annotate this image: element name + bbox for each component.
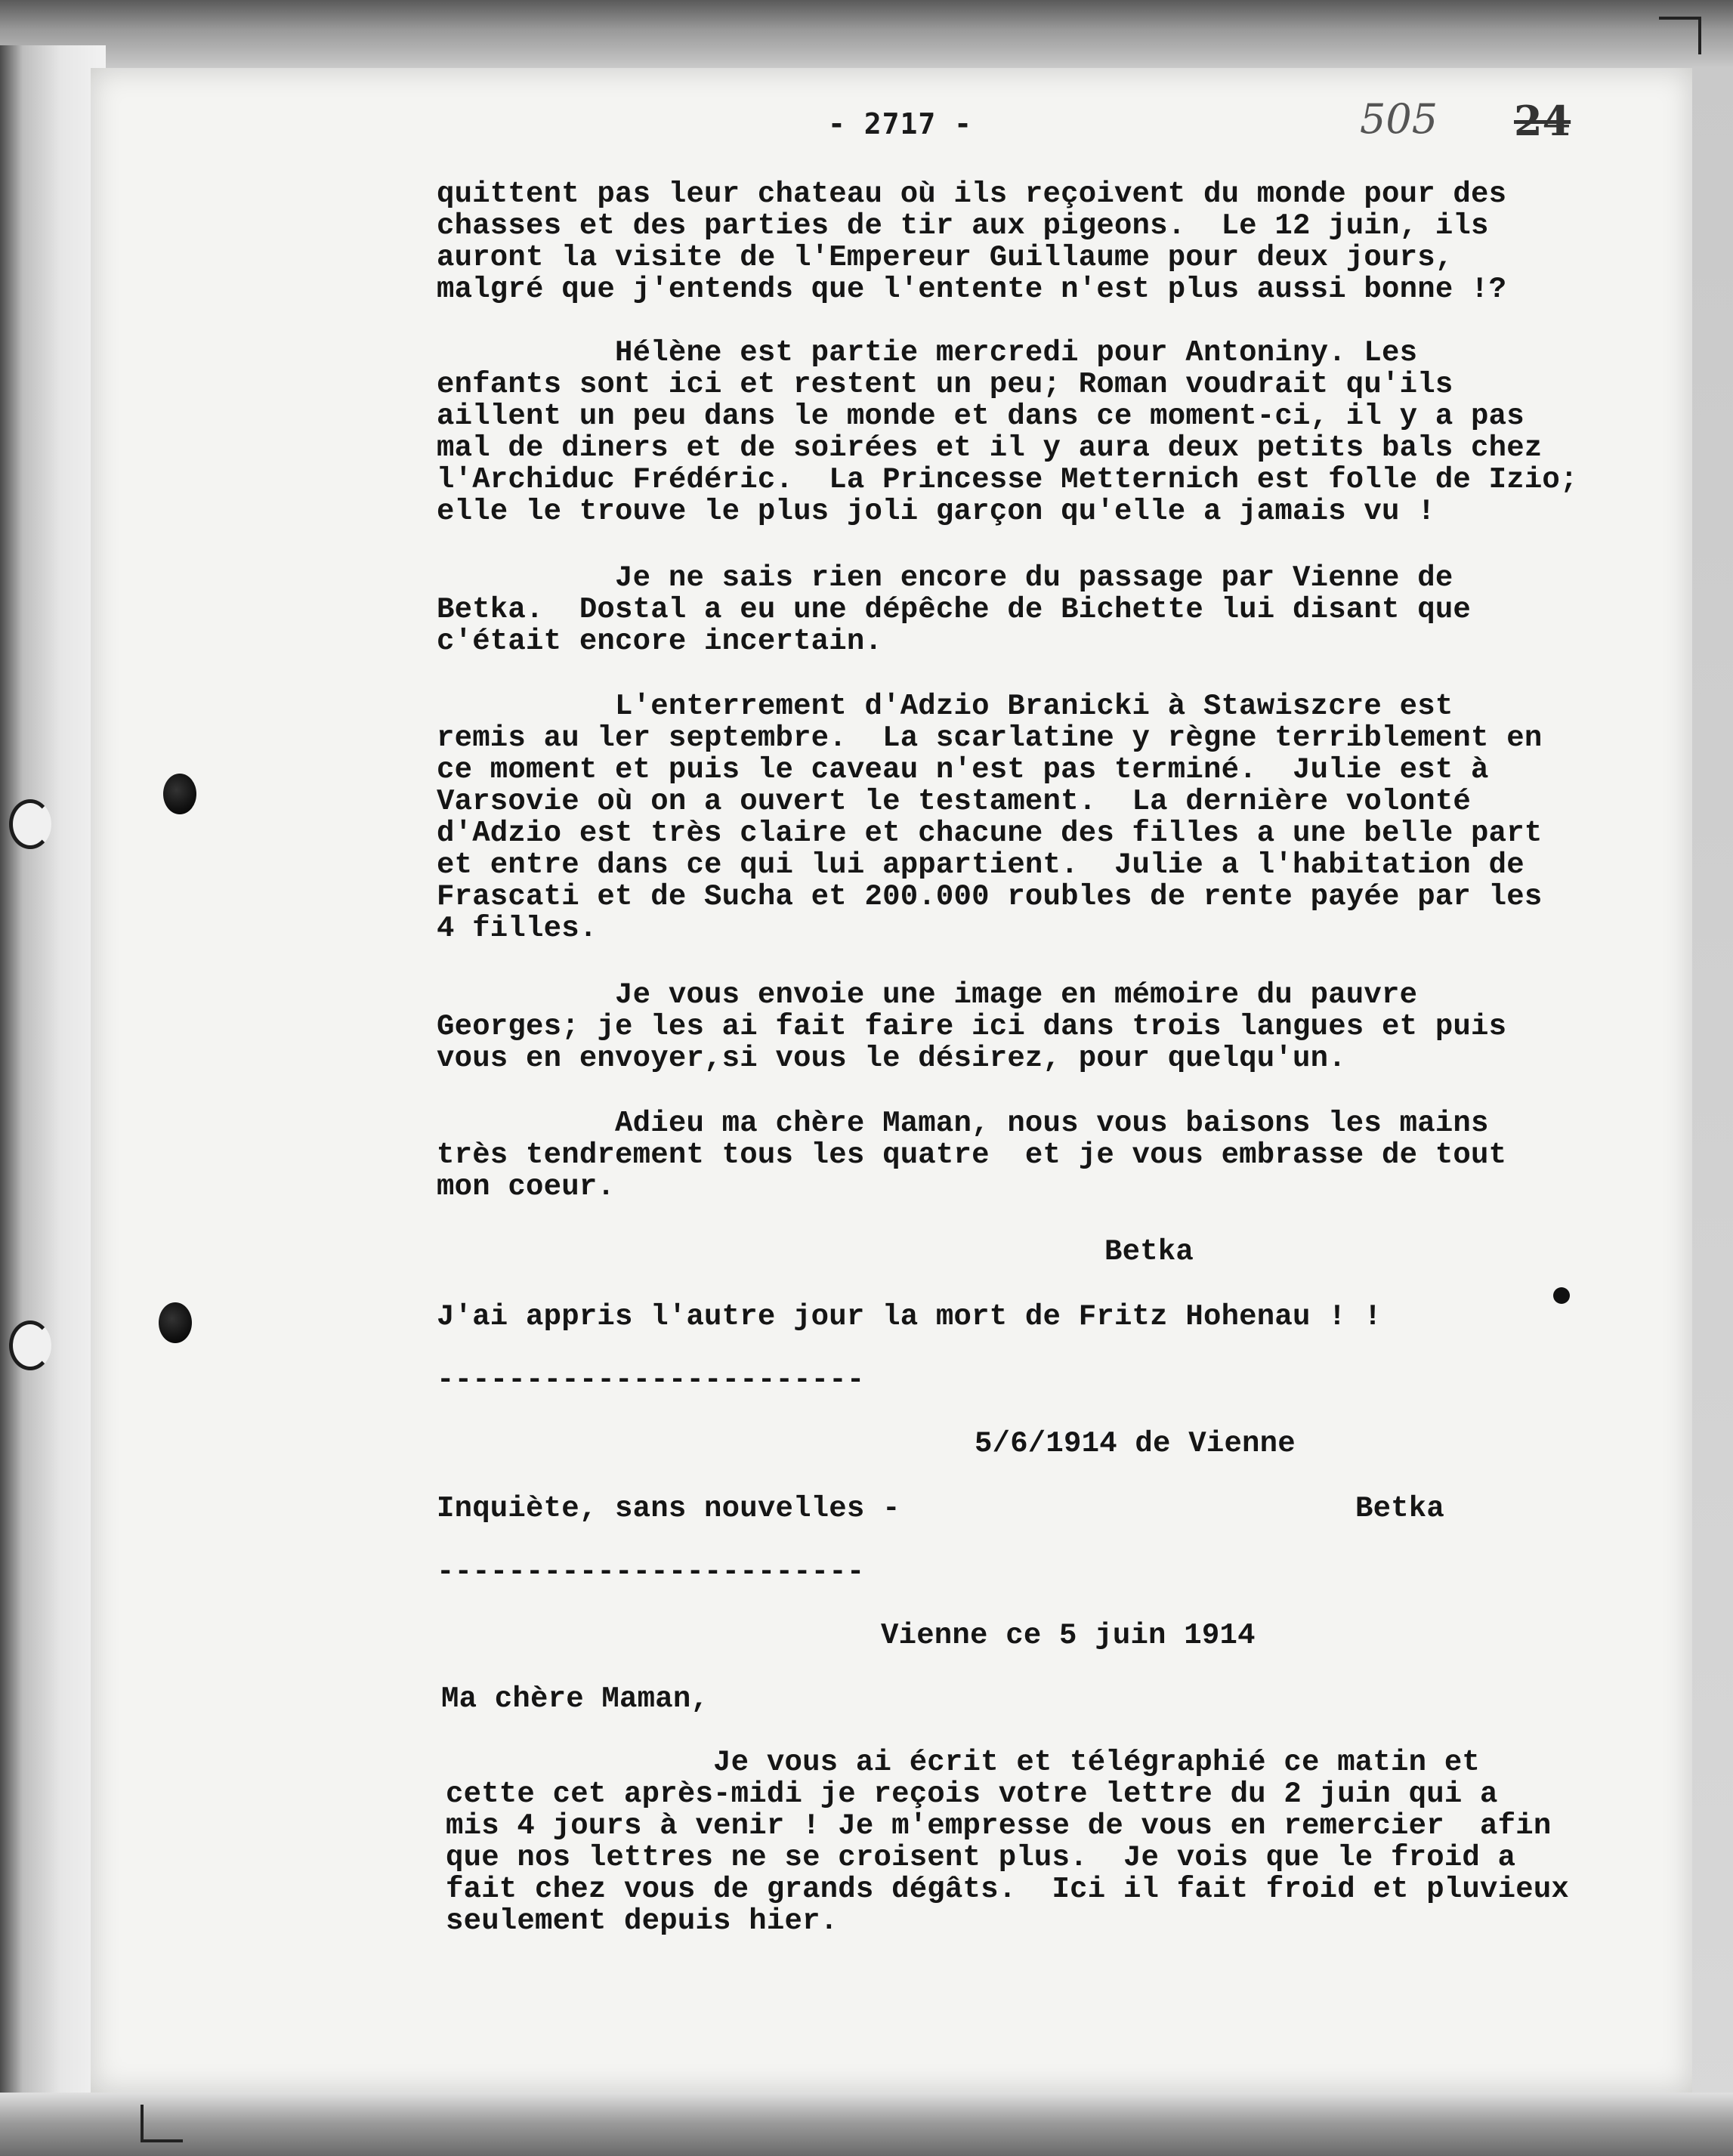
text-line: fait chez vous de grands dégâts. Ici il fait froid et pluvieux <box>446 1873 1570 1906</box>
crop-mark-bottom-left <box>141 2105 183 2142</box>
text-line: mis 4 jours à venir ! Je m'empresse de vous en remercier afin <box>446 1809 1552 1842</box>
text-line: l'Archiduc Frédéric. La Princesse Metternich est folle de Izio; <box>437 463 1578 496</box>
text-line: ce moment et puis le caveau n'est pas terminé. Julie est à <box>437 753 1489 786</box>
text-line: vous en envoyer,si vous le désirez, pour quelqu'un. <box>437 1042 1346 1075</box>
text-line: aillent un peu dans le monde et dans ce moment-ci, il y a pas <box>437 400 1524 433</box>
page-edge-bottom <box>0 2093 1733 2156</box>
text-line: c'était encore incertain. <box>437 625 883 658</box>
text-line: malgré que j'entends que l'entente n'est plus aussi bonne !? <box>437 273 1507 306</box>
text-line: mal de diners et de soirées et il y aura deux petits bals chez <box>437 431 1543 465</box>
text-line: quittent pas leur chateau où ils reçoivent du monde pour des <box>437 178 1507 211</box>
text-line: que nos lettres ne se croisent plus. Je vois que le froid a <box>446 1841 1516 1874</box>
punch-hole-upper <box>163 774 196 814</box>
text-line: Je ne sais rien encore du passage par Vienne de <box>437 561 1453 595</box>
telegram-date-line: 5/6/1914 de Vienne <box>975 1427 1296 1460</box>
letter-date-line: Vienne ce 5 juin 1914 <box>881 1619 1256 1652</box>
text-line: remis au ler septembre. La scarlatine y règne terriblement en <box>437 721 1543 755</box>
postscript: J'ai appris l'autre jour la mort de Fritz Hohenau ! ! <box>437 1300 1382 1333</box>
salutation: Ma chère Maman, <box>441 1682 709 1716</box>
archive-number: 505 <box>1360 95 1438 143</box>
page-number: - 2717 - <box>828 107 973 141</box>
text-line: et entre dans ce qui lui appartient. Julie a l'habitation de <box>437 848 1524 882</box>
text-line: elle le trouve le plus joli garçon qu'elle a jamais vu ! <box>437 495 1435 528</box>
separator-rule: ------------------------ <box>437 1364 865 1397</box>
text-line: Georges; je les ai fait faire ici dans trois langues et puis <box>437 1010 1507 1043</box>
crop-mark-top-right <box>1659 17 1701 54</box>
text-line: seulement depuis hier. <box>446 1904 839 1938</box>
text-line: Je vous ai écrit et télégraphié ce matin et <box>446 1746 1481 1779</box>
folio-number: 24 <box>1514 97 1571 145</box>
text-line: Adieu ma chère Maman, nous vous baisons les mains <box>437 1107 1489 1140</box>
text-line: 4 filles. <box>437 912 598 945</box>
text-line: cette cet après-midi je reçois votre lettre du 2 juin qui a <box>446 1778 1498 1811</box>
page-edge-left <box>0 45 106 2130</box>
text-line: Varsovie où on a ouvert le testament. La dernière volonté <box>437 785 1472 818</box>
text-line: Frascati et de Sucha et 200.000 roubles de rente payée par les <box>437 880 1543 913</box>
telegram-message: Inquiète, sans nouvelles - <box>437 1492 900 1525</box>
text-line: Hélène est partie mercredi pour Antoniny. Les <box>437 336 1418 369</box>
text-line: mon coeur. <box>437 1170 616 1203</box>
text-line: d'Adzio est très claire et chacune des filles a une belle part <box>437 817 1543 850</box>
signature: Betka <box>1104 1235 1194 1268</box>
punch-hole-outline-lower <box>9 1320 51 1370</box>
text-line: Je vous envoie une image en mémoire du pauvre <box>437 978 1418 1012</box>
separator-rule: ------------------------ <box>437 1555 865 1589</box>
punch-hole-lower <box>159 1302 192 1343</box>
text-line: auront la visite de l'Empereur Guillaume pour deux jours, <box>437 241 1453 274</box>
text-line: très tendrement tous les quatre et je vous embrasse de tout <box>437 1138 1507 1172</box>
text-line: L'enterrement d'Adzio Branicki à Stawiszcre est <box>437 690 1453 723</box>
text-line: chasses et des parties de tir aux pigeons. Le 12 juin, ils <box>437 209 1489 242</box>
text-line: Betka. Dostal a eu une dépêche de Bichette lui disant que <box>437 593 1472 626</box>
punch-hole-outline-upper <box>9 799 51 849</box>
telegram-signature: Betka <box>1355 1492 1445 1525</box>
ink-dot <box>1553 1287 1570 1304</box>
text-line: enfants sont ici et restent un peu; Roman voudrait qu'ils <box>437 368 1453 401</box>
